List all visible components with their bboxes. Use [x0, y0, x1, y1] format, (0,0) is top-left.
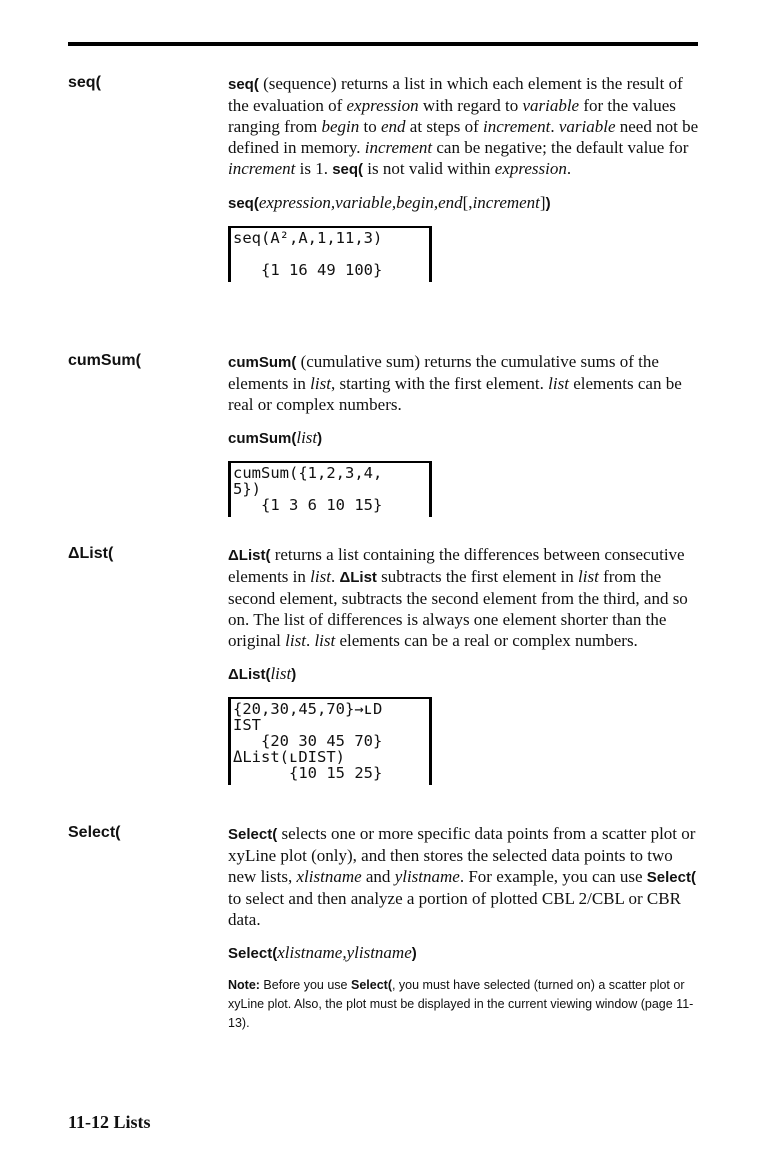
argument-name: list: [285, 631, 306, 650]
text-run: and: [361, 867, 395, 886]
argument-name: list: [296, 428, 318, 447]
text-run: (cumulative sum) returns the cumulative sums of the elements in: [228, 352, 659, 393]
entry-body-seq: [228, 73, 703, 312]
calculator-screen: seq(A²,A,1,11,3) {1 16 49 100}: [228, 226, 432, 282]
text-run: need not be defined in memory.: [228, 117, 699, 157]
note-cmd: Select(: [350, 978, 392, 992]
text-run: from the second element, subtracts the second element from the third, and so on. The list of differences is always one element shorter than the original: [228, 567, 688, 650]
argument-name: list: [314, 631, 336, 650]
argument-name: increment: [364, 138, 433, 157]
command-name: ): [317, 430, 323, 447]
argument-name: ylistname: [394, 867, 460, 886]
argument-name: xlistname: [296, 867, 362, 886]
text-run: selects one or more specific data points from a scatter plot or xyLine plot (only), and then stores the selected data points to two new lists,: [228, 824, 696, 886]
command-name: seq(: [332, 161, 364, 178]
text-run: . For example, you can use: [459, 867, 647, 886]
entry-label-deltalist: ΔList(: [68, 545, 114, 562]
text-run: [,: [462, 193, 473, 212]
text-run: , starting with the first element.: [330, 374, 549, 393]
entry-body-cumsum: [228, 351, 703, 547]
command-name: Select(: [228, 826, 278, 843]
argument-name: increment: [228, 159, 296, 178]
command-name: ): [411, 945, 417, 962]
argument-name: variable: [522, 96, 580, 115]
text-run: returns a list containing the differences between consecutive elements in: [228, 545, 685, 586]
argument-name: increment: [472, 193, 540, 212]
command-name: ΔList(: [228, 666, 271, 683]
command-name: seq(: [228, 195, 259, 212]
text-run: ]: [539, 193, 546, 212]
description-paragraph: [228, 351, 703, 415]
entry-body-select: [228, 823, 703, 1033]
text-run: elements can be a real or complex numbers.: [335, 631, 638, 650]
text-run: is 1.: [295, 159, 333, 178]
command-name: ΔList: [339, 569, 377, 586]
note: [228, 976, 703, 1033]
note-label: Note:: [228, 978, 260, 992]
text-run: .: [305, 631, 315, 650]
syntax-line: [228, 192, 703, 214]
argument-name: list: [270, 664, 292, 683]
text-run: to select and then analyze a portion of plotted CBL 2/CBL or CBR data.: [228, 889, 681, 929]
syntax-line: [228, 427, 703, 449]
argument-name: list: [310, 374, 331, 393]
argument-name: end: [381, 117, 406, 136]
entry-label-cumsum: cumSum(: [68, 352, 141, 369]
syntax-line: [228, 663, 703, 685]
calculator-screen: cumSum({1,2,3,4, 5}) {1 3 6 10 15}: [228, 461, 432, 517]
command-name: cumSum(: [228, 430, 297, 447]
argument-name: list: [548, 374, 569, 393]
top-rule: [68, 42, 698, 46]
command-name: Select(: [646, 869, 696, 886]
text-run: with regard to: [418, 96, 523, 115]
text-run: to: [359, 117, 381, 136]
argument-name: variable: [558, 117, 616, 136]
text-run: .: [566, 159, 572, 178]
command-name: ): [291, 666, 297, 683]
text-run: can be negative; the default value for: [432, 138, 689, 157]
note-text2: , you must have selected (turned on) a scatter plot or xyLine plot. Also, the plot must be displayed in the current viewing window (page 11-13).: [228, 978, 694, 1030]
entry-label-seq: seq(: [68, 74, 101, 91]
argument-name: increment: [482, 117, 551, 136]
text-run: for the values ranging from: [228, 96, 676, 136]
argument-name: list: [310, 567, 331, 586]
text-run: at steps of: [405, 117, 483, 136]
argument-name: xlistname,ylistname: [277, 943, 412, 962]
note-text: Before you use: [259, 978, 351, 992]
syntax-line: [228, 942, 703, 964]
calculator-screen: {20,30,45,70}→ʟD IST {20 30 45 70} ΔList(ʟDIST) {10 15 25}: [228, 697, 432, 785]
argument-name: expression: [346, 96, 419, 115]
entry-label-select: Select(: [68, 824, 121, 841]
text-run: .: [550, 117, 559, 136]
command-name: seq(: [228, 76, 259, 93]
argument-name: expression: [494, 159, 567, 178]
command-name: ΔList(: [228, 547, 271, 564]
text-run: .: [330, 567, 340, 586]
command-name: Select(: [228, 945, 278, 962]
argument-name: expression,variable,begin,end: [258, 193, 463, 212]
argument-name: begin: [321, 117, 360, 136]
text-run: elements can be real or complex numbers.: [228, 374, 682, 414]
command-name: ): [545, 195, 551, 212]
text-run: (sequence) returns a list in which each element is the result of the evaluation of: [228, 74, 683, 115]
description-paragraph: [228, 544, 703, 651]
text-run: is not valid within: [363, 159, 495, 178]
description-paragraph: [228, 823, 703, 930]
command-name: cumSum(: [228, 354, 297, 371]
entry-body-deltalist: [228, 544, 703, 815]
argument-name: list: [578, 567, 599, 586]
page-footer: 11-12 Lists: [68, 1112, 151, 1132]
description-paragraph: [228, 73, 703, 180]
text-run: subtracts the first element in: [376, 567, 579, 586]
